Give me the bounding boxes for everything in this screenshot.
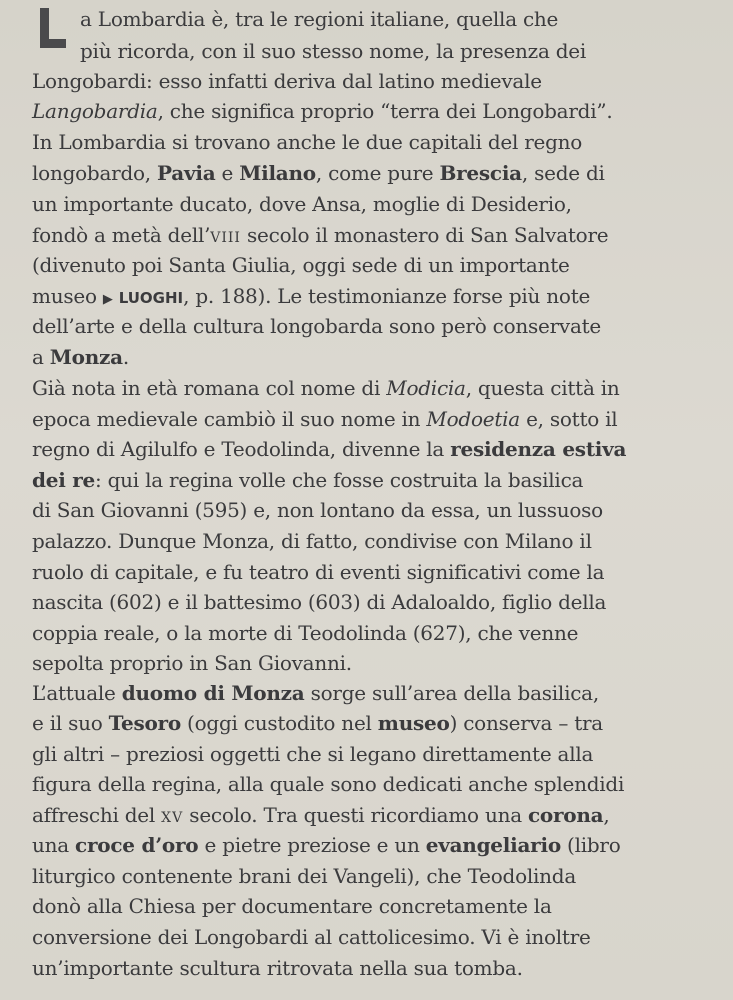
text-line [32, 618, 578, 649]
text-line [32, 526, 592, 557]
text-run: . [122, 345, 129, 369]
text-line [32, 922, 591, 953]
bold-term: evangeliario [425, 833, 561, 857]
italic-term: Modicia [386, 376, 466, 400]
text-run: di San Giovanni (595) e, non lontano da essa, un lussuoso [32, 498, 603, 522]
text-run: ) conserva – tra [449, 711, 603, 735]
drop-cap-letter-l [40, 8, 68, 48]
text-run: donò alla Chiesa per documentare concretamente la [32, 894, 552, 918]
text-line [32, 66, 542, 97]
text-run: , che significa proprio “terra dei Longobardi”. [157, 99, 613, 123]
text-line [32, 587, 606, 618]
text-run: , come pure [315, 161, 440, 185]
text-run: , [603, 803, 610, 827]
bold-term: Brescia [439, 161, 522, 185]
text-line [32, 769, 624, 800]
text-run: , sede di [521, 161, 605, 185]
text-run: e pietre preziose e un [198, 833, 426, 857]
text-line [32, 678, 599, 709]
text-run: nascita (602) e il battesimo (603) di Adaloaldo, figlio della [32, 590, 607, 614]
text-run: e il suo [32, 711, 109, 735]
text-line [32, 189, 572, 220]
text-run: più ricorda, con il suo stesso nome, la presenza dei [80, 39, 587, 63]
text-line [80, 4, 558, 35]
bold-term: dei re [32, 468, 96, 492]
text-run: a Lombardia è, tra le regioni italiane, quella che [80, 7, 559, 31]
text-line [32, 739, 593, 770]
text-line [32, 557, 604, 588]
bold-term: Tesoro [108, 711, 181, 735]
text-line [32, 465, 583, 496]
text-run: conversione dei Longobardi al cattolicesimo. Vi è inoltre [32, 925, 591, 949]
text-run: dell’arte e della cultura longobarda sono però conservate [32, 314, 601, 338]
text-line [32, 127, 582, 158]
text-line [32, 648, 352, 679]
text-run: Già nota in età romana col nome di [32, 376, 387, 400]
bold-term: Pavia [157, 161, 216, 185]
text-line [32, 495, 603, 526]
text-line [32, 342, 129, 373]
text-line [32, 281, 590, 312]
text-run: Longobardi: esso infatti deriva dal latino medievale [32, 69, 542, 93]
text-run: museo [32, 284, 103, 308]
text-run: e, sotto il [519, 407, 618, 431]
cross-reference-luoghi: LUOGHI [118, 289, 184, 307]
text-line [32, 311, 601, 342]
text-run: (oggi custodito nel [180, 711, 378, 735]
text-run: regno di Agilulfo e Teodolinda, divenne la [32, 437, 451, 461]
bold-term: residenza estiva [450, 437, 627, 461]
text-run: e [215, 161, 240, 185]
text-line [32, 250, 570, 281]
text-run: (divenuto poi Santa Giulia, oggi sede di un importante [32, 253, 570, 277]
text-run: liturgico contenente brani dei Vangeli), che Teodolinda [32, 864, 577, 888]
text-line [32, 830, 621, 861]
text-line [32, 953, 523, 984]
text-run: sepolta proprio in San Giovanni. [32, 651, 352, 675]
text-run: epoca medievale cambiò il suo nome in [32, 407, 427, 431]
text-run: un’importante scultura ritrovata nella sua tomba. [32, 956, 523, 980]
text-run: : qui la regina volle che fosse costruita la basilica [95, 468, 584, 492]
text-run: L’attuale [32, 681, 122, 705]
text-run: palazzo. Dunque Monza, di fatto, condivise con Milano il [32, 529, 592, 553]
text-run: In Lombardia si trovano anche le due capitali del regno [32, 130, 583, 154]
bold-term: museo [377, 711, 450, 735]
text-line [32, 96, 612, 127]
text-line [32, 434, 626, 465]
text-line [32, 861, 576, 892]
triangle-arrow-icon: ▶ [102, 292, 113, 307]
text-line [32, 158, 605, 189]
text-run: gli altri – preziosi oggetti che si legano direttamente alla [32, 742, 594, 766]
text-run: affreschi del [32, 803, 162, 827]
text-line [32, 373, 620, 404]
text-line [32, 404, 617, 435]
text-run: secolo. Tra questi ricordiamo una [183, 803, 528, 827]
text-run: longobardo, [32, 161, 158, 185]
text-run: sorge sull’area della basilica, [304, 681, 599, 705]
text-run: coppia reale, o la morte di Teodolinda (627), che venne [32, 621, 579, 645]
italic-term: Langobardia [32, 99, 158, 123]
bold-term: Milano [239, 161, 316, 185]
text-run: a [32, 345, 50, 369]
bold-term: croce d’oro [75, 833, 199, 857]
text-run: , questa città in [465, 376, 620, 400]
text-line [32, 220, 608, 251]
text-run: una [32, 833, 76, 857]
text-run: (libro [560, 833, 621, 857]
text-line [80, 36, 586, 67]
italic-term: Modoetia [426, 407, 520, 431]
text-run: , p. 188). Le testimonianze forse più note [183, 284, 591, 308]
text-line [32, 708, 603, 739]
text-line [32, 891, 552, 922]
text-run: un importante ducato, dove Ansa, moglie di Desiderio, [32, 192, 572, 216]
text-run: secolo il monastero di San Salvatore [240, 223, 609, 247]
text-run: ruolo di capitale, e fu teatro di eventi significativi come la [32, 560, 605, 584]
text-line [32, 800, 610, 831]
century-numeral: xv [161, 803, 184, 827]
bold-term: Monza [49, 345, 123, 369]
century-numeral: viii [210, 223, 241, 247]
text-run: figura della regina, alla quale sono dedicati anche splendidi [32, 772, 625, 796]
bold-term: duomo di Monza [121, 681, 305, 705]
text-run: fondò a metà dell’ [32, 223, 211, 247]
bold-term: corona [528, 803, 604, 827]
